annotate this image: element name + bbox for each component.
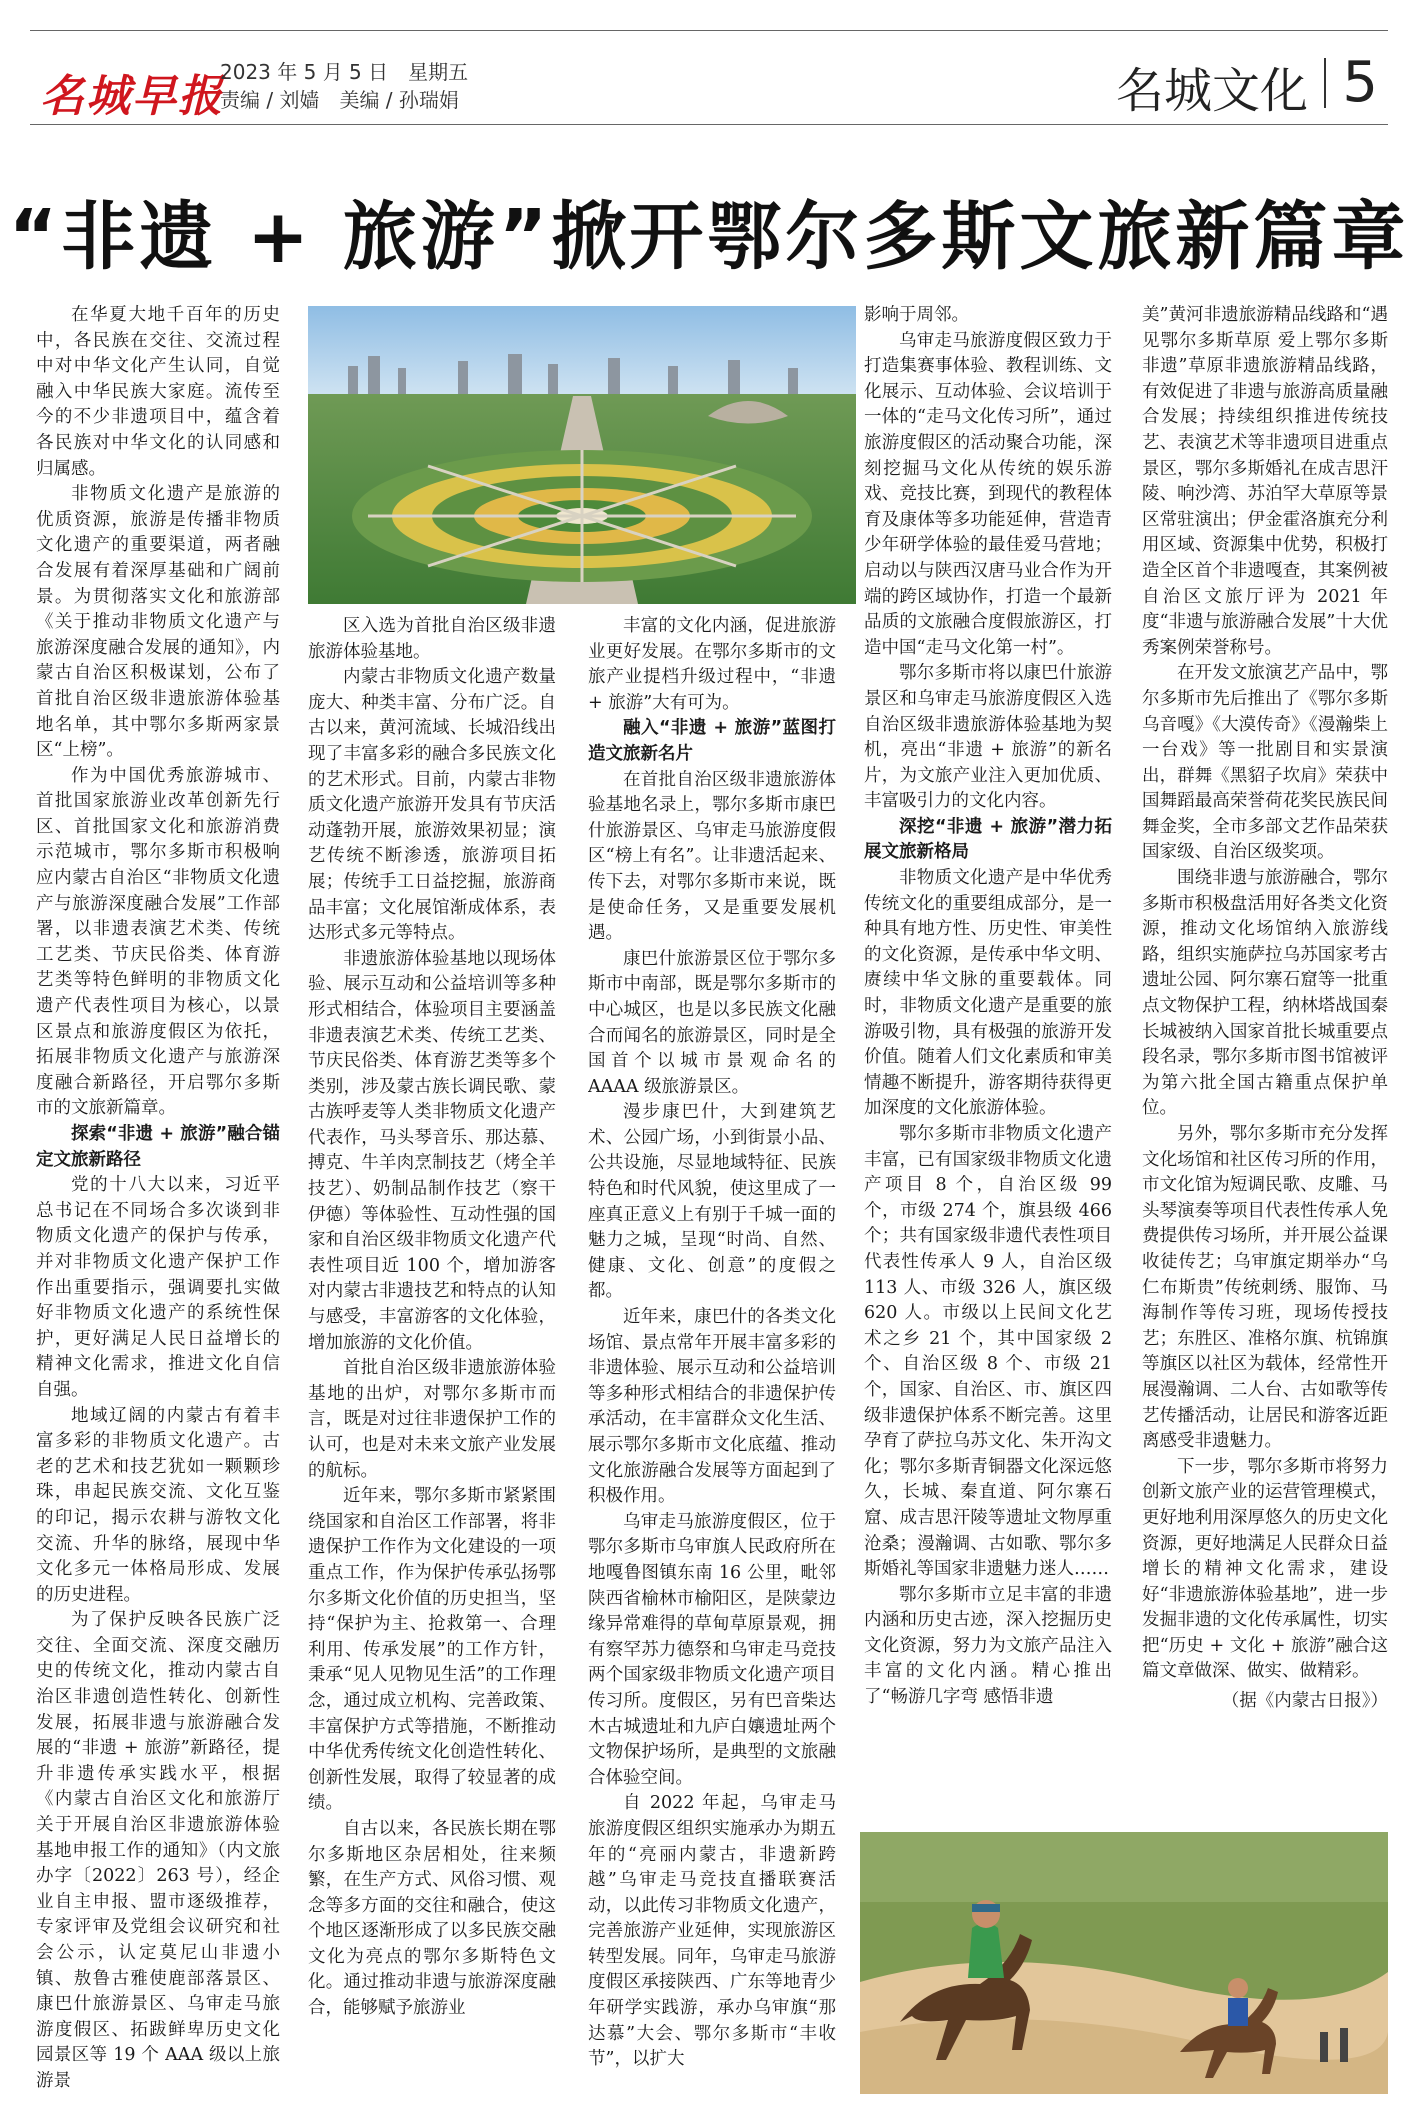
paragraph: 党的十八大以来，习近平总书记在不同场合多次谈到非物质文化遗产的保护与传承，并对非物质文化遗产保护工作作出重要指示，强调要扎实做好非物质文化遗产的系统性保护，更好满足人民日益增长的精神文化需求，推进文化自信自强。 bbox=[36, 1175, 280, 1400]
paragraph: 近年来，鄂尔多斯市紧紧围绕国家和自治区工作部署，将非遗保护工作作为文化建设的一项重点工作，作为保护传承弘扬鄂尔多斯文化价值的历史担当，坚持“保护为主、抢救第一、合理利用、传承发展”的工作方针，秉承“见人见物见生活”的工作理念，通过成立机构、完善政策、丰富保护方式等措施，不断推动中华优秀传统文化创造性转化、创新性发展，取得了较显著的成绩。 bbox=[308, 1486, 556, 1814]
article-column-5 bbox=[1142, 303, 1388, 1823]
article-column-2 bbox=[308, 614, 556, 2114]
paragraph: 乌审走马旅游度假区致力于打造集赛事体验、教程训练、文化展示、互动体验、会议培训于一体的“走马文化传习所”，通过旅游度假区的活动聚合功能，深刻挖掘马文化从传统的娱乐游戏、竞技比赛，到现代的教程体育及康体等多功能延伸，营造青少年研学体验的最佳爱马营地；启动以与陕西汉唐马业合作为开端的跨区域协作，打造一个最新品质的文旅融合度假旅游区，打造中国“走马文化第一村”。 bbox=[864, 330, 1112, 658]
paragraph: 非遗旅游体验基地以现场体验、展示互动和公益培训等多种形式相结合，体验项目主要涵盖非遗表演艺术类、传统工艺类、节庆民俗类、体育游艺类等多个类别，涉及蒙古族长调民歌、蒙古族呼麦等人类非物质文化遗产代表作，马头琴音乐、那达慕、搏克、牛羊肉烹制技艺（烤全羊技艺）、奶制品制作技艺（察干伊德）等体验性、互动性强的国家和自治区级非物质文化遗产代表性项目近 100 个，增加游客对内蒙古非遗技艺和特点的认知与感受，丰富游客的文化体验，增加旅游的文化价值。 bbox=[308, 948, 556, 1353]
paragraph: 内蒙古非物质文化遗产数量庞大、种类丰富、分布广泛。自古以来，黄河流域、长城沿线出现了丰富多彩的融合多民族文化的艺术形式。目前，内蒙古非物质文化遗产旅游开发具有节庆活动蓬勃开展，旅游效果初显；演艺传统不断渗透，旅游项目拓展；传统手工日益挖掘，旅游商品丰富；文化展馆渐成体系，表达形式多元等特点。 bbox=[308, 667, 556, 944]
paragraph: 影响于周邻。 bbox=[864, 305, 969, 325]
paragraph: 漫步康巴什，大到建筑艺术、公园广场，小到街景小品、公共设施，尽显地域特征、民族特色和时代风貌，使这里成了一座真正意义上有别于千城一面的魅力之城，呈现“时尚、自然、健康、文化、创意”的度假之都。 bbox=[588, 1102, 836, 1302]
paragraph: 区入选为首批自治区级非遗旅游体验基地。 bbox=[308, 616, 556, 662]
date-line: 2023 年 5 月 5 日 星期五 bbox=[220, 60, 469, 84]
paragraph: 美”黄河非遗旅游精品线路和“遇见鄂尔多斯草原 爱上鄂尔多斯非遗”草原非遗旅游精品线路，有效促进了非遗与旅游高质量融合发展；持续组织推进传统技艺、表演艺术等非遗项目进重点景区，鄂尔多斯婚礼在成吉思汗陵、响沙湾、苏泊罕大草原等景区常驻演出；伊金霍洛旗充分利用区域、资源集中优势，积极打造全区首个非遗嘎查，其案例被自治区文旅厅评为 2021 年度“非遗与旅游融合发展”十大优秀案例荣誉称号。 bbox=[1142, 305, 1388, 658]
article-column-3 bbox=[588, 614, 836, 2114]
headline: “非遗 + 旅游”掀开鄂尔多斯文旅新篇章 bbox=[8, 194, 1410, 280]
paragraph: 为了保护反映各民族广泛交往、全面交流、深度交融历史的传统文化，推动内蒙古自治区非遗创造性转化、创新性发展，拓展非遗与旅游融合发展的“非遗 + 旅游”新路径，提升非遗传承实践水平，根据《内蒙古自治区文化和旅游厅关于开展自治区非遗旅游体验基地申报工作的通知》（内文旅办字〔2022〕263 号），经企业自主申报、盟市逐级推荐，专家评审及党组会议研究和社会公示，认定莫尼山非遗小镇、敖鲁古雅使鹿部落景区、康巴什旅游景区、乌审走马旅游度假区、拓跋鲜卑历史文化园景区等 19 个 AAA 级以上旅游景 bbox=[36, 1610, 280, 2091]
paragraph: 另外，鄂尔多斯市充分发挥文化场馆和社区传习所的作用，市文化馆为短调民歌、皮雕、马头琴演奏等项目代表性传承人免费提供传习场所，并开展公益课收徒传艺；乌审旗定期举办“乌仁布斯贵”传统刺绣、服饰、马海制作等传习班，现场传授技艺；东胜区、准格尔旗、杭锦旗等旗区以社区为载体，经常性开展漫瀚调、二人台、古如歌等传艺传播活动，让居民和游客近距离感受非遗魅力。 bbox=[1142, 1124, 1388, 1452]
source-credit: （据《内蒙古日报》） bbox=[1221, 1691, 1388, 1712]
article-column-4 bbox=[864, 303, 1112, 1823]
masthead-logo: 名城早报 bbox=[40, 71, 224, 122]
section-name: 名城文化 bbox=[1115, 63, 1308, 119]
paragraph: 地域辽阔的内蒙古有着丰富多彩的非物质文化遗产。古老的艺术和技艺犹如一颗颗珍珠，串起民族交流、文化互鉴的印记，揭示农耕与游牧文化交流、升华的脉络，展现中华文化多元一体格局形成、发展的历史进程。 bbox=[36, 1405, 280, 1605]
section-subheading: 融入“非遗 + 旅游”蓝图打造文旅新名片 bbox=[588, 718, 836, 764]
paragraph: 自古以来，各民族长期在鄂尔多斯地区杂居相处，往来频繁，在生产方式、风俗习惯、观念等多方面的交往和融合，使这个地区逐渐形成了以多民族交融文化为亮点的鄂尔多斯特色文化。通过推动非遗与旅游深度融合，能够赋予旅游业 bbox=[308, 1818, 556, 2019]
paragraph: 近年来，康巴什的各类文化场馆、景点常年开展丰富多彩的非遗体验、展示互动和公益培训等多种形式相结合的非遗保护传承活动，在丰富群众文化生活、展示鄂尔多斯市文化底蕴、推动文化旅游融合发展等方面起到了积极作用。 bbox=[588, 1307, 836, 1507]
paragraph: 在首批自治区级非遗旅游体验基地名录上，鄂尔多斯市康巴什旅游景区、乌审走马旅游度假区“榜上有名”。让非遗活起来、传下去，对鄂尔多斯市来说，既是使命任务，又是重要发展机遇。 bbox=[588, 769, 836, 944]
section-subheading: 深挖“非遗 + 旅游”潜力拓展文旅新格局 bbox=[864, 816, 1112, 863]
paragraph: 康巴什旅游景区位于鄂尔多斯市中南部，既是鄂尔多斯市的中心城区，也是以多民族文化融合而闻名的旅游景区，同时是全国首个以城市景观命名的 AAAA 级旅游景区。 bbox=[588, 948, 836, 1097]
paragraph: 在华夏大地千百年的历史中，各民族在交往、交流过程中对中华文化产生认同，自觉融入中华民族大家庭。流传至今的不少非遗项目中，蕴含着各民族对中华文化的认同感和归属感。 bbox=[36, 305, 280, 479]
paragraph: 自 2022 年起，乌审走马旅游度假区组织实施承办为期五年的“亮丽内蒙古，非遗新跨越”乌审走马竞技直播联赛活动，以此传习非物质文化遗产，完善旅游产业延伸，实现旅游区转型发展。同年，乌审走马旅游度假区承接陕西、广东等地青少年研学实践游，承办乌审旗“那达慕”大会、鄂尔多斯市“丰收节”，以扩大 bbox=[588, 1793, 836, 2070]
photo-city-square bbox=[308, 306, 856, 604]
paragraph: 围绕非遗与旅游融合，鄂尔多斯市积极盘活用好各类文化资源，推动文化场馆纳入旅游线路，组织实施萨拉乌苏国家考古遗址公园、阿尔寨石窟等一批重点文物保护工程，纳林塔战国秦长城被纳入国家首批长城重要点段名录，鄂尔多斯市图书馆被评为第六批全国古籍重点保护单位。 bbox=[1142, 868, 1388, 1119]
paragraph: 丰富的文化内涵，促进旅游业更好发展。在鄂尔多斯市的文旅产业提档升级过程中，“非遗 + 旅游”大有可为。 bbox=[588, 616, 836, 713]
paragraph: 鄂尔多斯市立足丰富的非遗内涵和历史古迹，深入挖掘历史文化资源，努力为文旅产品注入丰富的文化内涵。精心推出了“畅游几字弯 感悟非遗 bbox=[864, 1584, 1112, 1708]
photo-horse-riders bbox=[860, 1832, 1388, 2094]
masthead-meta bbox=[220, 58, 468, 114]
paragraph: 首批自治区级非遗旅游体验基地的出炉，对鄂尔多斯市而言，既是对过往非遗保护工作的认可，也是对未来文旅产业发展的航标。 bbox=[308, 1358, 556, 1481]
paragraph: 下一步，鄂尔多斯市将努力创新文旅产业的运营管理模式，更好地利用深厚悠久的历史文化资源，更好地满足人民群众日益增长的精神文化需求，建设好“非遗旅游体验基地”，进一步发掘非遗的文化传承属性，切实把“历史 + 文化 + 旅游”融合这篇文章做深、做实、做精彩。 bbox=[1142, 1456, 1388, 1682]
section-subheading: 探索“非遗 + 旅游”融合锚定文旅新路径 bbox=[36, 1124, 280, 1170]
paragraph: 鄂尔多斯市非物质文化遗产丰富，已有国家级非物质文化遗产项目 8 个，自治区级 99 个，市级 274 个，旗县级 466 个；共有国家级非遗代表性项目代表性传承人 9 人，自治区级 113 人、市级 326 人，旗区级 620 人。市级以上民间文化艺术之乡 21 个，其中国家级 2 个、自治区级 8 个、市级 21 个，国家、自治区、市、旗区四级非遗保护体系不断完善。这里孕育了萨拉乌苏文化、朱开沟文化；鄂尔多斯青铜器文化深远悠久，长城、秦直道、阿尔寨石窟、成吉思汗陵等遗址文物厚重沧桑；漫瀚调、古如歌、鄂尔多斯婚礼等国家非遗魅力迷人…… bbox=[864, 1124, 1112, 1580]
section-separator bbox=[1324, 58, 1326, 108]
article-column-1 bbox=[36, 303, 280, 2115]
paragraph: 在开发文旅演艺产品中，鄂尔多斯市先后推出了《鄂尔多斯乌音嘎》《大漠传奇》《漫瀚柴上一台戏》等一批剧目和实景演出，群舞《黑貂子坎肩》荣获中国舞蹈最高荣誉荷花奖民族民间舞金奖，全市多部文艺作品荣获国家级、自治区级奖项。 bbox=[1142, 663, 1388, 863]
header-rule bbox=[30, 124, 1388, 125]
paragraph: 非物质文化遗产是旅游的优质资源，旅游是传播非物质文化遗产的重要渠道，两者融合发展有着深厚基础和广阔前景。为贯彻落实文化和旅游部《关于推动非物质文化遗产与旅游深度融合发展的通知》，内蒙古自治区积极谋划，公布了首批自治区级非遗旅游体验基地名单，其中鄂尔多斯两家景区“上榜”。 bbox=[36, 484, 280, 761]
top-rule bbox=[30, 30, 1388, 31]
paragraph: 非物质文化遗产是中华优秀传统文化的重要组成部分，是一种具有地方性、历史性、审美性的文化资源，是传承中华文明、赓续中华文脉的重要载体。同时，非物质文化遗产是重要的旅游吸引物，具有极强的旅游开发价值。随着人们文化素质和审美情趣不断提升，游客期待获得更加深度的文化旅游体验。 bbox=[864, 868, 1112, 1119]
editors-line: 责编 / 刘嫱 美编 / 孙瑞娟 bbox=[220, 88, 459, 112]
paragraph: 乌审走马旅游度假区，位于鄂尔多斯市乌审旗人民政府所在地嘎鲁图镇东南 16 公里，毗邻陕西省榆林市榆阳区，是陕蒙边缘异常难得的草甸草原景观，拥有察罕苏力德祭和乌审走马竞技两个国家级非物质文化遗产项目传习所。度假区，另有巴音柴达木古城遗址和九庐白孃遗址两个文物保护场所，是典型的文旅融合体验空间。 bbox=[588, 1511, 836, 1788]
paragraph: 作为中国优秀旅游城市、首批国家旅游业改革创新先行区、首批国家文化和旅游消费示范城市，鄂尔多斯市积极响应内蒙古自治区“非物质文化遗产与旅游深度融合发展”工作部署，以非遗表演艺术类、传统工艺类、节庆民俗类、体育游艺类等特色鲜明的非物质文化遗产代表性项目为核心，以景区景点和旅游度假区为依托，拓展非物质文化遗产与旅游深度融合新路径，开启鄂尔多斯市的文旅新篇章。 bbox=[36, 765, 280, 1119]
paragraph: 鄂尔多斯市将以康巴什旅游景区和乌审走马旅游度假区入选自治区级非遗旅游体验基地为契机，亮出“非遗 + 旅游”的新名片，为文旅产业注入更加优质、丰富吸引力的文化内容。 bbox=[864, 663, 1112, 812]
page-number: 5 bbox=[1342, 50, 1378, 115]
